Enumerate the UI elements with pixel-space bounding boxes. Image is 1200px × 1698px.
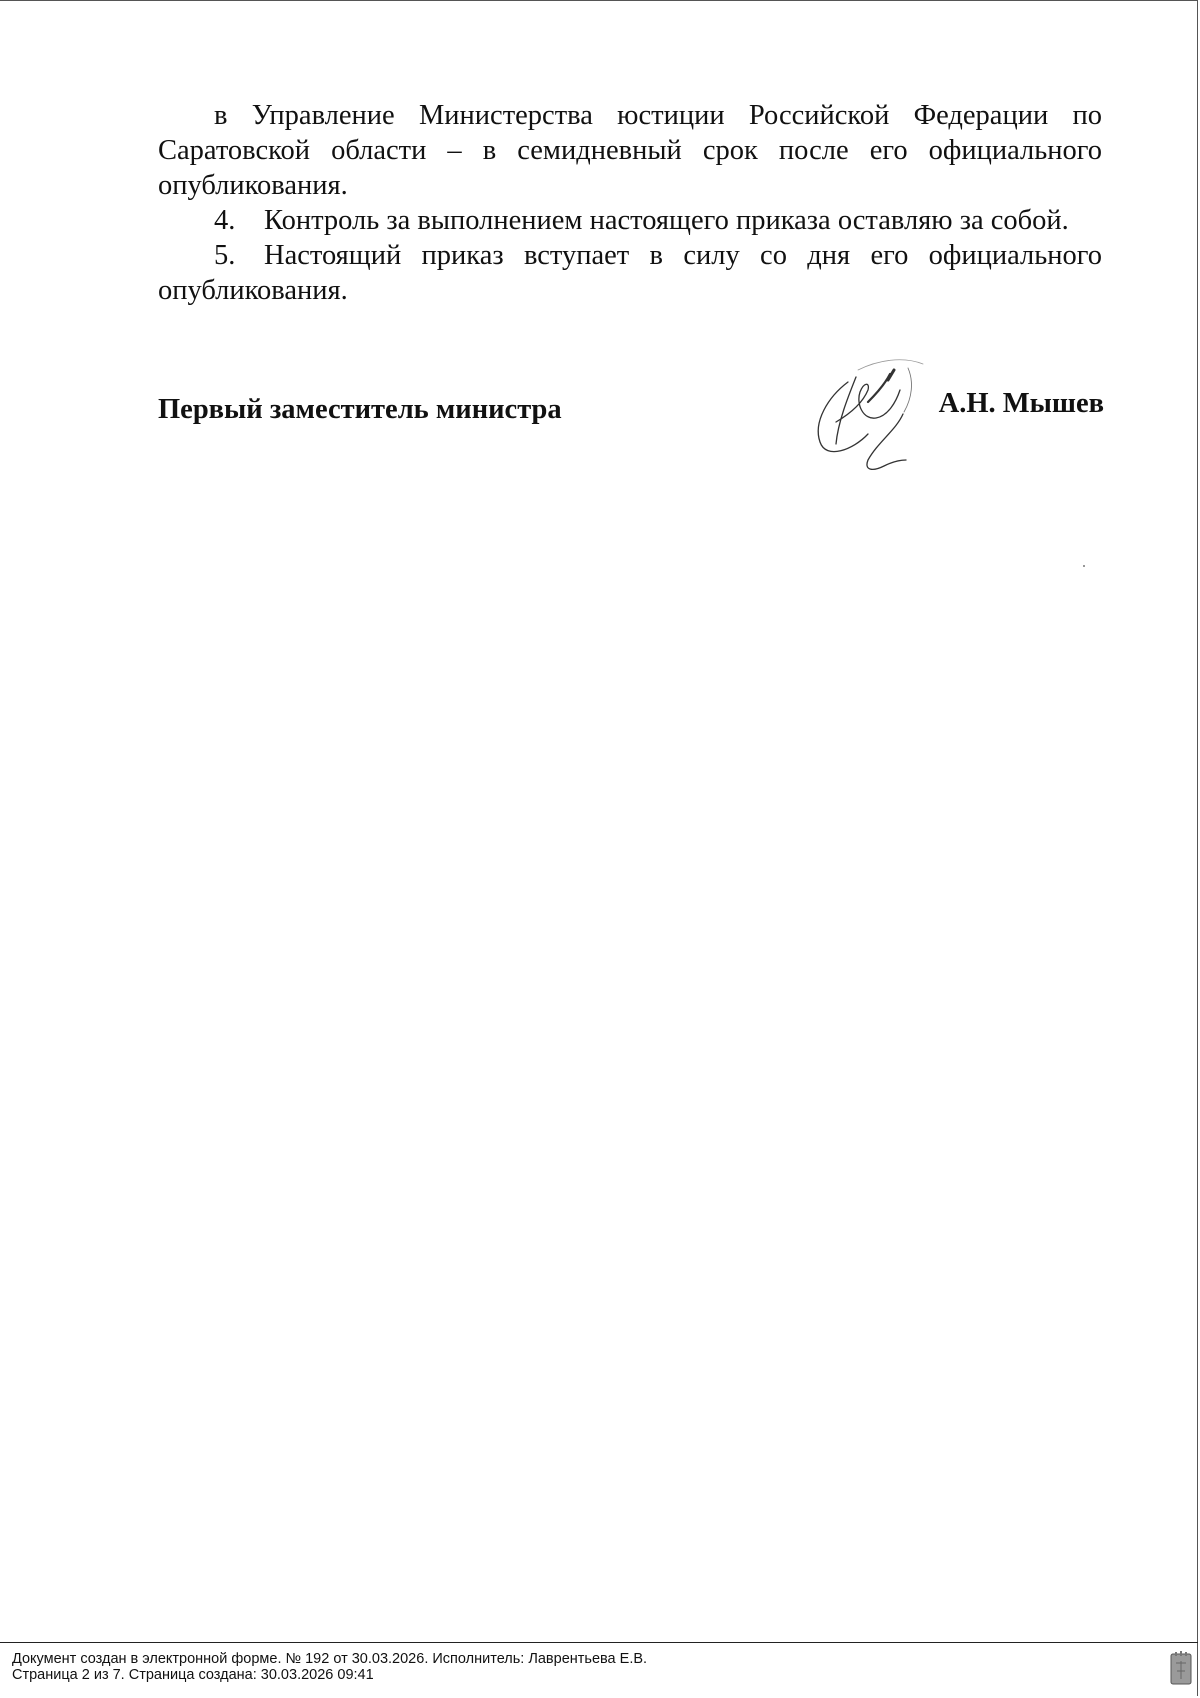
list-item-text: Настоящий приказ вступает в силу со дня его официального опубликования. bbox=[158, 240, 1102, 306]
list-item-number: 5. bbox=[214, 240, 236, 271]
list-item-text: Контроль за выполнением настоящего приказа оставляю за собой. bbox=[264, 205, 1069, 236]
handwritten-signature bbox=[808, 342, 938, 482]
footer-page-info: Страница 2 из 7. Страница создана: 30.03.2026 09:41 bbox=[12, 1667, 374, 1683]
signature-block bbox=[158, 388, 1104, 468]
scan-speck bbox=[1083, 565, 1085, 567]
list-item bbox=[158, 238, 1102, 308]
document-body bbox=[158, 98, 1102, 308]
coat-of-arms-icon bbox=[1170, 1651, 1192, 1687]
signatory-name: А.Н. Мышев bbox=[938, 388, 1104, 419]
signatory-position: Первый заместитель министра bbox=[158, 394, 562, 425]
list-item-number: 4. bbox=[214, 205, 236, 236]
document-footer bbox=[0, 1642, 1198, 1698]
continuation-paragraph: в Управление Министерства юстиции Российской Федерации по Саратовской области – в семидневный срок после его официального опубликования. bbox=[158, 100, 1102, 201]
footer-document-info: Документ создан в электронной форме. № 192 от 30.03.2026. Исполнитель: Лаврентьева Е.В. bbox=[12, 1651, 648, 1667]
list-item bbox=[158, 203, 1102, 238]
